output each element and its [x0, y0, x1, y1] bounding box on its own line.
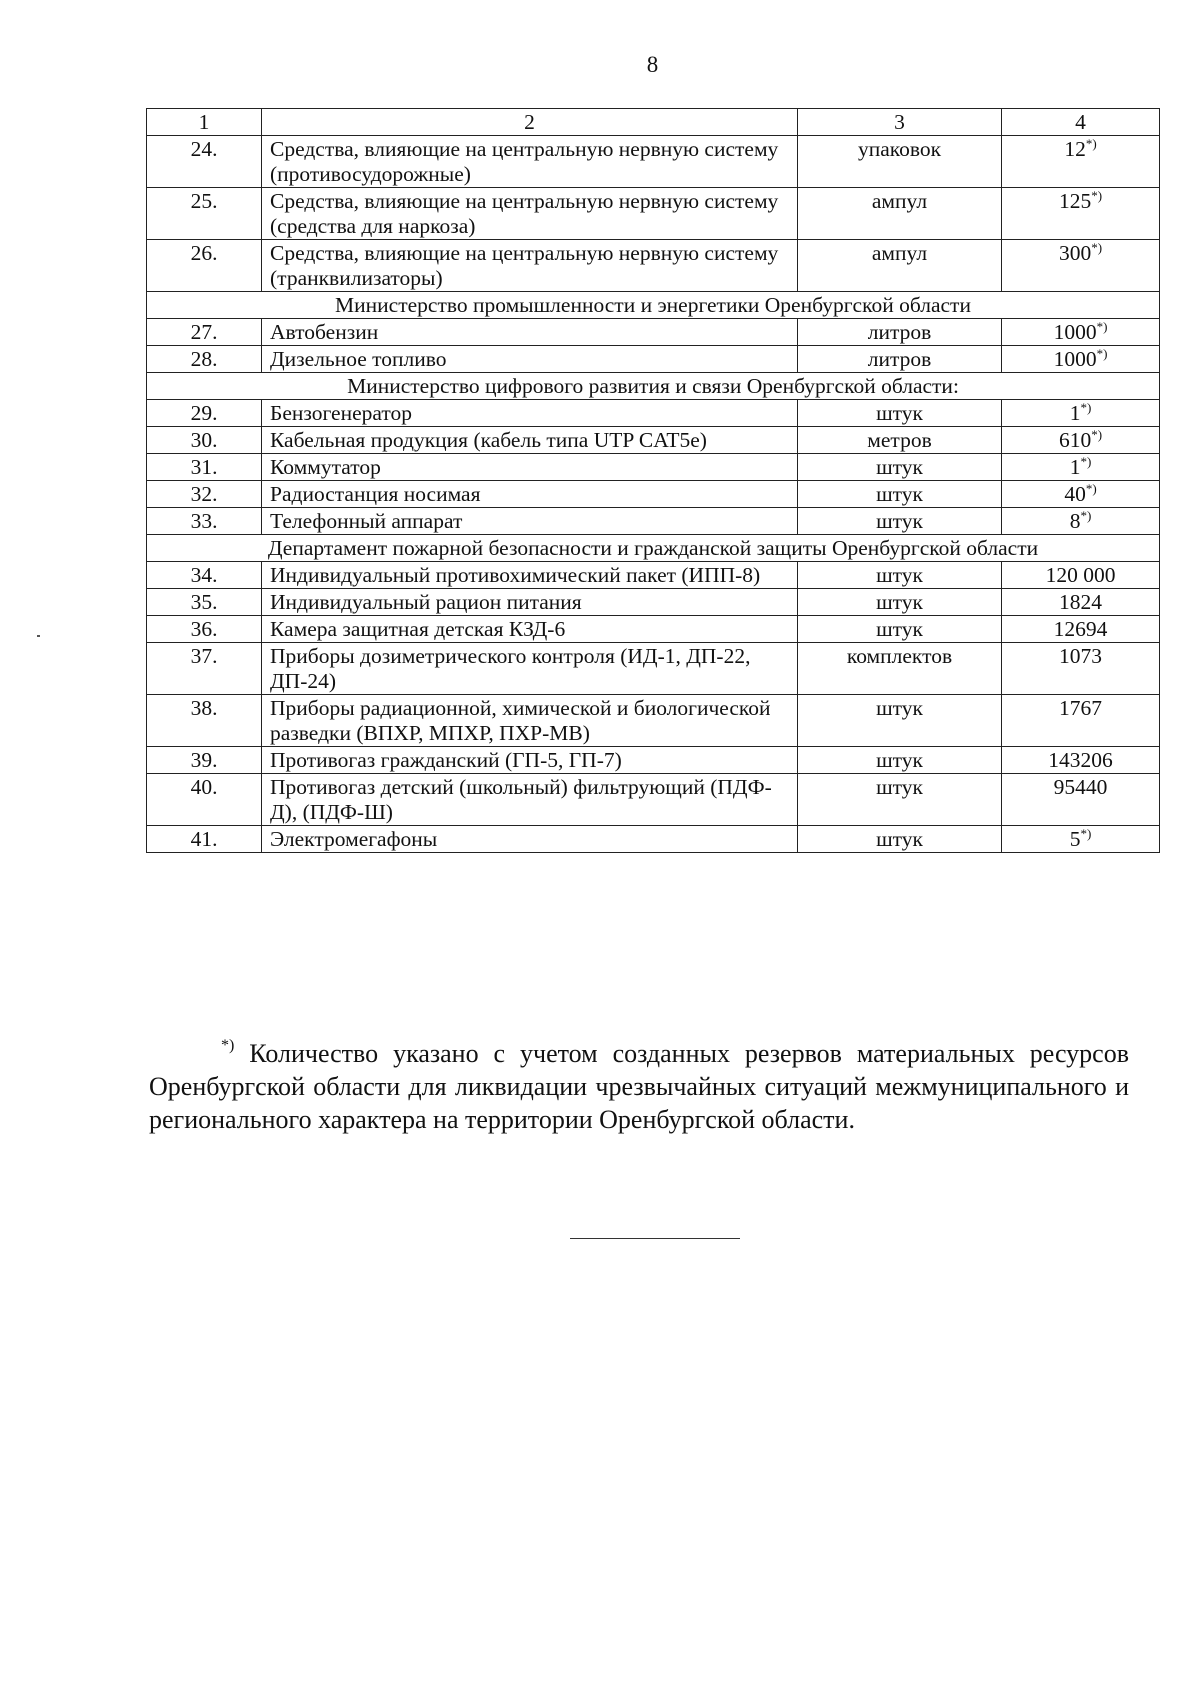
unit-of-measure: литров [798, 346, 1002, 373]
quantity-value: 40 [1064, 482, 1086, 506]
row-number: 41. [147, 826, 262, 853]
unit-of-measure: литров [798, 319, 1002, 346]
section-row [147, 292, 1160, 319]
quantity-cell [1002, 616, 1160, 643]
quantity-value: 5 [1069, 827, 1081, 851]
row-number: 40. [147, 774, 262, 826]
item-name: Противогаз гражданский (ГП-5, ГП-7) [262, 747, 798, 774]
table-row [147, 400, 1160, 427]
quantity-cell [1002, 319, 1160, 346]
row-number: 25. [147, 188, 262, 240]
table-row [147, 589, 1160, 616]
quantity-cell [1002, 826, 1160, 853]
column-number-3: 3 [798, 109, 1002, 136]
unit-of-measure: штук [798, 508, 1002, 535]
unit-of-measure: ампул [798, 240, 1002, 292]
row-number: 26. [147, 240, 262, 292]
quantity-cell [1002, 136, 1160, 188]
unit-of-measure: штук [798, 400, 1002, 427]
item-name: Бензогенератор [262, 400, 798, 427]
quantity-value: 1000 [1053, 320, 1097, 344]
item-name: Электромегафоны [262, 826, 798, 853]
quantity-value: 300 [1058, 241, 1092, 265]
footnote-marker: *) [1091, 188, 1103, 203]
column-number-2: 2 [262, 109, 798, 136]
quantity-value: 143206 [1048, 748, 1113, 772]
quantity-value: 120 000 [1045, 563, 1116, 587]
unit-of-measure: комплектов [798, 643, 1002, 695]
row-number: 34. [147, 562, 262, 589]
row-number: 36. [147, 616, 262, 643]
quantity-value: 1767 [1059, 696, 1102, 720]
table-row [147, 136, 1160, 188]
row-number: 33. [147, 508, 262, 535]
footnote-marker: *) [1080, 508, 1092, 523]
item-name: Дизельное топливо [262, 346, 798, 373]
unit-of-measure: штук [798, 695, 1002, 747]
item-name: Противогаз детский (школьный) фильтрующий (ПДФ-Д), (ПДФ-Ш) [262, 774, 798, 826]
item-name: Приборы дозиметрического контроля (ИД-1, ДП-22, ДП-24) [262, 643, 798, 695]
unit-of-measure: упаковок [798, 136, 1002, 188]
table-row [147, 562, 1160, 589]
quantity-value: 1073 [1059, 644, 1102, 668]
end-separator-line [570, 1238, 740, 1239]
footnote-marker: *) [1096, 346, 1108, 361]
footnote-marker: *) [1091, 240, 1103, 255]
column-number-1: 1 [147, 109, 262, 136]
quantity-cell [1002, 695, 1160, 747]
quantity-cell [1002, 481, 1160, 508]
item-name: Коммутатор [262, 454, 798, 481]
item-name: Средства, влияющие на центральную нервную систему (противосудорожные) [262, 136, 798, 188]
item-name: Средства, влияющие на центральную нервную систему (средства для наркоза) [262, 188, 798, 240]
section-title: Министерство цифрового развития и связи Оренбургской области: [147, 373, 1160, 400]
quantity-cell [1002, 454, 1160, 481]
quantity-cell [1002, 643, 1160, 695]
table-row [147, 508, 1160, 535]
row-number: 27. [147, 319, 262, 346]
quantity-value: 1 [1069, 401, 1081, 425]
section-title: Департамент пожарной безопасности и гражданской защиты Оренбургской области [147, 535, 1160, 562]
footnote-marker: *) [1080, 400, 1092, 415]
table-row [147, 319, 1160, 346]
quantity-value: 1000 [1053, 347, 1097, 371]
quantity-value: 12694 [1053, 617, 1108, 641]
quantity-cell [1002, 240, 1160, 292]
row-number: 38. [147, 695, 262, 747]
row-number: 37. [147, 643, 262, 695]
quantity-value: 1 [1069, 455, 1081, 479]
table-header-row [147, 109, 1160, 136]
quantity-cell [1002, 774, 1160, 826]
table-row [147, 643, 1160, 695]
item-name: Индивидуальный противохимический пакет (ИПП-8) [262, 562, 798, 589]
quantity-value: 125 [1058, 189, 1092, 213]
quantity-value: 1824 [1059, 590, 1102, 614]
section-row [147, 535, 1160, 562]
quantity-cell [1002, 589, 1160, 616]
table-row [147, 240, 1160, 292]
unit-of-measure: метров [798, 427, 1002, 454]
quantity-value: 610 [1058, 428, 1092, 452]
quantity-cell [1002, 188, 1160, 240]
table-row [147, 188, 1160, 240]
row-number: 30. [147, 427, 262, 454]
row-number: 35. [147, 589, 262, 616]
table-row [147, 427, 1160, 454]
resources-table [146, 108, 1160, 853]
item-name: Кабельная продукция (кабель типа UTP CAT5e) [262, 427, 798, 454]
item-name: Телефонный аппарат [262, 508, 798, 535]
table-row [147, 616, 1160, 643]
row-number: 31. [147, 454, 262, 481]
table-row [147, 774, 1160, 826]
footnote-marker: *) [1096, 319, 1108, 334]
footnote [149, 1037, 1129, 1136]
unit-of-measure: ампул [798, 188, 1002, 240]
column-number-4: 4 [1002, 109, 1160, 136]
item-name: Средства, влияющие на центральную нервную систему (транквилизаторы) [262, 240, 798, 292]
footnote-marker: *) [1085, 481, 1097, 496]
item-name: Приборы радиационной, химической и биологической разведки (ВПХР, МПХР, ПХР-МВ) [262, 695, 798, 747]
quantity-cell [1002, 508, 1160, 535]
row-number: 29. [147, 400, 262, 427]
item-name: Камера защитная детская КЗД-6 [262, 616, 798, 643]
item-name: Индивидуальный рацион питания [262, 589, 798, 616]
unit-of-measure: штук [798, 481, 1002, 508]
section-row [147, 373, 1160, 400]
quantity-cell [1002, 427, 1160, 454]
quantity-value: 95440 [1053, 775, 1108, 799]
quantity-cell [1002, 400, 1160, 427]
row-number: 32. [147, 481, 262, 508]
quantity-cell [1002, 346, 1160, 373]
page-number: 8 [646, 52, 659, 77]
table-row [147, 454, 1160, 481]
footnote-text: Количество указано с учетом созданных резервов материальных ресурсов Оренбургской области для ликвидации чрезвычайных ситуаций межмуниципального и регионального характера на территории Оренбургской области. [149, 1039, 1129, 1134]
footnote-marker: *) [1080, 826, 1092, 841]
footnote-marker: *) [221, 1037, 235, 1054]
table-row [147, 346, 1160, 373]
table-row [147, 826, 1160, 853]
quantity-cell [1002, 747, 1160, 774]
item-name: Радиостанция носимая [262, 481, 798, 508]
quantity-value: 12 [1064, 137, 1086, 161]
footnote-marker: *) [1091, 427, 1103, 442]
unit-of-measure: штук [798, 562, 1002, 589]
item-name: Автобензин [262, 319, 798, 346]
row-number: 28. [147, 346, 262, 373]
section-title: Министерство промышленности и энергетики Оренбургской области [147, 292, 1160, 319]
table-row [147, 747, 1160, 774]
table-body [147, 109, 1160, 853]
footnote-marker: *) [1080, 454, 1092, 469]
footnote-marker: *) [1085, 136, 1097, 151]
quantity-value: 8 [1069, 509, 1081, 533]
unit-of-measure: штук [798, 747, 1002, 774]
row-number: 39. [147, 747, 262, 774]
unit-of-measure: штук [798, 616, 1002, 643]
unit-of-measure: штук [798, 454, 1002, 481]
unit-of-measure: штук [798, 826, 1002, 853]
quantity-cell [1002, 562, 1160, 589]
table-row [147, 481, 1160, 508]
table-row [147, 695, 1160, 747]
unit-of-measure: штук [798, 589, 1002, 616]
row-number: 24. [147, 136, 262, 188]
scan-speck [37, 635, 40, 637]
unit-of-measure: штук [798, 774, 1002, 826]
